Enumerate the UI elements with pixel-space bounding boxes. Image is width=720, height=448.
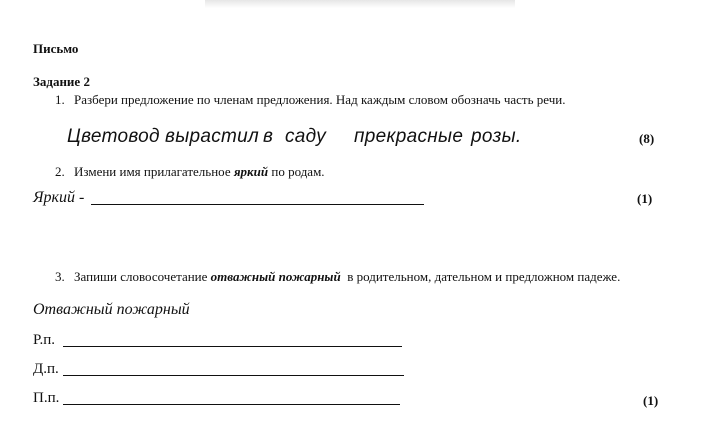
task2-text-before: Измени имя прилагательное	[74, 164, 234, 179]
prepositional-answer-line[interactable]	[63, 404, 400, 405]
sentence-word: вырастил	[165, 126, 260, 147]
dative-answer-line[interactable]	[63, 375, 404, 376]
task2-instruction	[55, 164, 325, 180]
task3-text-after: в родительном, дательном и предложном падеже.	[340, 269, 621, 284]
task1-points: (8)	[639, 131, 655, 146]
task2-number: 2.	[55, 164, 65, 179]
task3-number: 3.	[55, 269, 65, 284]
case-label-prepositional: П.п.	[33, 390, 60, 406]
case-label-genitive: Р.п.	[33, 332, 55, 348]
task2-text-after: по родам.	[268, 164, 325, 179]
task2-answer-line[interactable]	[91, 204, 424, 205]
section-title: Письмо	[33, 41, 79, 56]
task3-instruction	[55, 269, 620, 285]
case-label-dative: Д.п.	[33, 361, 59, 377]
sentence-word: Цветовод	[67, 126, 160, 147]
scan-artifact	[205, 0, 515, 8]
task1-instruction	[55, 92, 565, 108]
genitive-answer-line[interactable]	[63, 346, 402, 347]
sentence-word: прекрасные	[354, 126, 464, 147]
task-title: Задание 2	[33, 74, 90, 89]
task3-points: (1)	[643, 393, 659, 408]
task3-keyword: отважный пожарный	[210, 269, 341, 284]
task3-phrase: Отважный пожарный	[33, 301, 190, 318]
task1-number: 1.	[55, 92, 65, 107]
sentence-word: саду	[285, 126, 327, 147]
sentence-word: розы.	[471, 126, 522, 147]
task2-points: (1)	[637, 191, 653, 206]
sentence-word: в	[263, 126, 274, 147]
task1-text: Разбери предложение по членам предложения. Над каждым словом обозначь часть речи.	[74, 92, 566, 107]
task3-text-before: Запиши словосочетание	[74, 269, 211, 284]
task2-answer-label: Яркий -	[33, 189, 85, 206]
task2-keyword: яркий	[233, 164, 269, 179]
